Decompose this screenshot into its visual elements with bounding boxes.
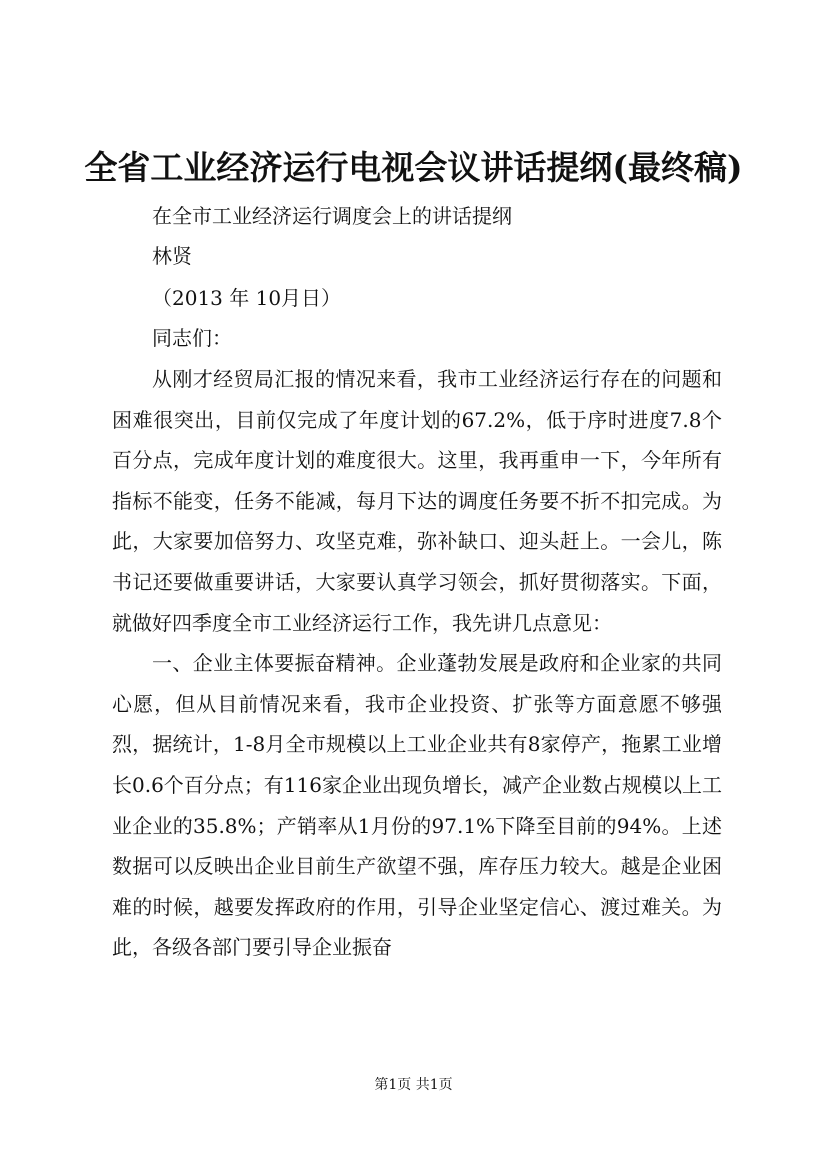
body-paragraph: 一、企业主体要振奋精神。企业蓬勃发展是政府和企业家的共同心愿，但从目前情况来看，我市企业投资、扩张等方面意愿不够强烈，据统计，1-8月全市规模以上工业企业共有8家停产，拖累工业增长0.6个百分点；有116家企业出现负增长，减产企业数占规模以上工业企业的35.8%；产销率从1月份的97.1%下降至目前的94%。上述数据可以反映出企业目前生产欲望不强，库存压力较大。越是企业困难的时候，越要发挥政府的作用，引导企业坚定信心、渡过难关。为此，各级各部门要引导企业振奋 xyxy=(112,651,722,960)
document-title: 全省工业经济运行电视会议讲话提纲(最终稿) xyxy=(84,148,743,187)
greeting: 同志们： xyxy=(152,326,232,350)
speech-date: （2013 年 10月日） xyxy=(152,286,342,310)
author-name: 林贤 xyxy=(152,244,192,268)
body-paragraph: 从刚才经贸局汇报的情况来看，我市工业经济运行存在的问题和困难很突出，目前仅完成了年度计划的67.2%，低于序时进度7.8个百分点，完成年度计划的难度很大。这里，我再重申一下，今年所有指标不能变，任务不能减，每月下达的调度任务要不折不扣完成。为此，大家要加倍努力、攻坚克难，弥补缺口、迎头赶上。一会儿，陈书记还要做重要讲话，大家要认真学习领会，抓好贯彻落实。下面，就做好四季度全市工业经济运行工作，我先讲几点意见： xyxy=(112,367,722,635)
document-subtitle: 在全市工业经济运行调度会上的讲话提纲 xyxy=(152,204,512,228)
document-body xyxy=(112,359,722,968)
page-footer: 第1页 共1页 xyxy=(374,1077,453,1093)
